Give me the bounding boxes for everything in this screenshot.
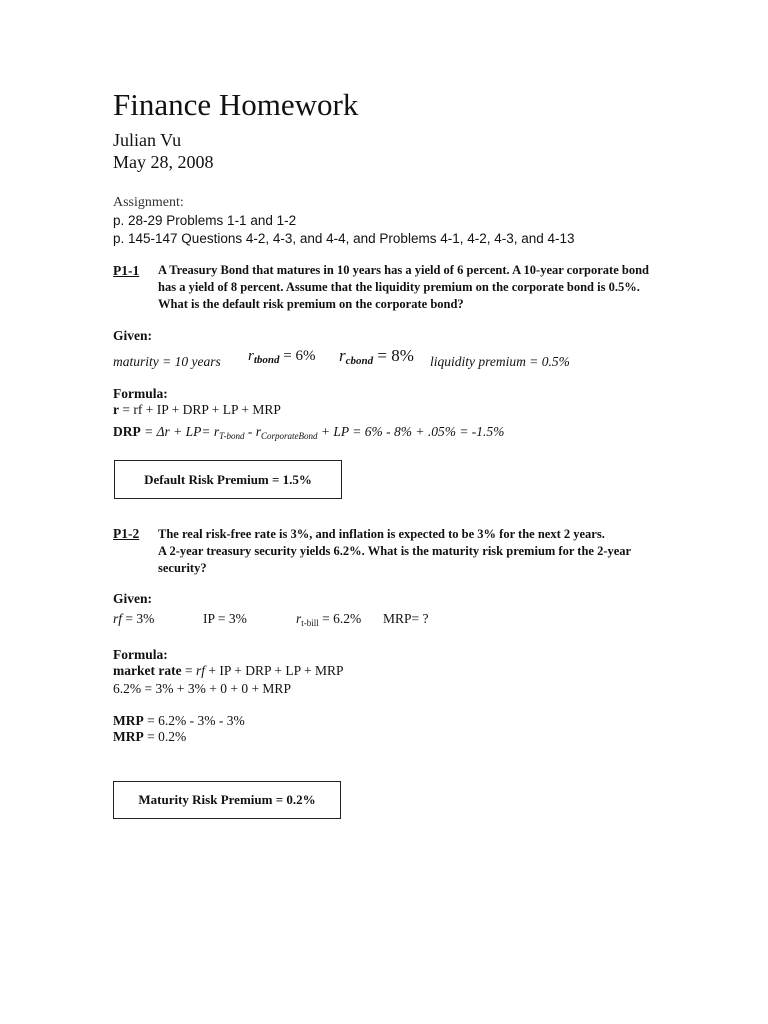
p2-given-rf: rf = 3%	[113, 611, 155, 626]
p1-given-label: Given:	[113, 328, 152, 343]
p2-given-label: Given:	[113, 591, 152, 606]
problem-1-1-number: P1-1	[113, 263, 140, 278]
p2-formula-substitution: 6.2% = 3% + 3% + 0 + 0 + MRP	[113, 681, 291, 696]
p1-formula-drp: DRP = $\Delta r + LP= r_{T-bond} - r_{CorporateBond}$ + LP = 6% - 8% + .05% = -1.5%	[113, 424, 505, 441]
problem-1-1-question: A Treasury Bond that matures in 10 years has a yield of 6 percent. A 10-year corporate bond has a yield of 8 percent. Assume that the liquidity premium on the corporate bond is 0.5%. What is the default risk premium on the corporate bond?	[158, 263, 649, 311]
p1-given-maturity: maturity = 10 years	[113, 354, 221, 369]
p1-answer-box	[114, 460, 342, 499]
p2-mrp-line-1: MRP = 6.2% - 3% - 3%	[113, 713, 245, 728]
p2-mrp-line-2: MRP = 0.2%	[113, 729, 187, 744]
p1-given-cbond: rcbond = 8%	[339, 346, 414, 367]
p2-given-ip: IP = 3%	[203, 611, 247, 626]
p2-answer-box	[113, 781, 341, 819]
page-title: Finance Homework	[113, 87, 359, 122]
p2-answer: Maturity Risk Premium = 0.2%	[138, 792, 316, 807]
p2-given-tbill: $r_{t-bill} = 6.2\%$	[296, 611, 362, 628]
assignment-label: Assignment:	[113, 195, 184, 210]
problem-1-2-question: The real risk-free rate is 3%, and inflation is expected to be 3% for the next 2 years. A 2-year treasury security yields 6.2%. What is the maturity risk premium for the 2-year security?	[158, 527, 631, 575]
p1-formula-label: Formula:	[113, 386, 168, 401]
author-name: Julian Vu	[113, 130, 182, 150]
p1-given-tbond: $r_{tbond} = 6\%$	[248, 348, 316, 366]
p1-formula-r: r = rf + IP + DRP + LP + MRP	[113, 402, 281, 417]
p2-formula-market-rate: market rate = rf + IP + DRP + LP + MRP	[113, 663, 344, 678]
p2-formula-label: Formula:	[113, 647, 168, 662]
problem-1-2-number: P1-2	[113, 526, 140, 541]
p1-given-liquidity: liquidity premium = 0.5%	[430, 354, 570, 369]
document-date: May 28, 2008	[113, 152, 214, 172]
p1-answer: Default Risk Premium = 1.5%	[144, 471, 312, 487]
assignment-line-2: p. 145-147 Questions 4-2, 4-3, and 4-4, and Problems 4-1, 4-2, 4-3, and 4-13	[113, 231, 575, 246]
assignment-line-1: p. 28-29 Problems 1-1 and 1-2	[113, 213, 297, 228]
p2-given-mrp: MRP= ?	[383, 611, 429, 626]
